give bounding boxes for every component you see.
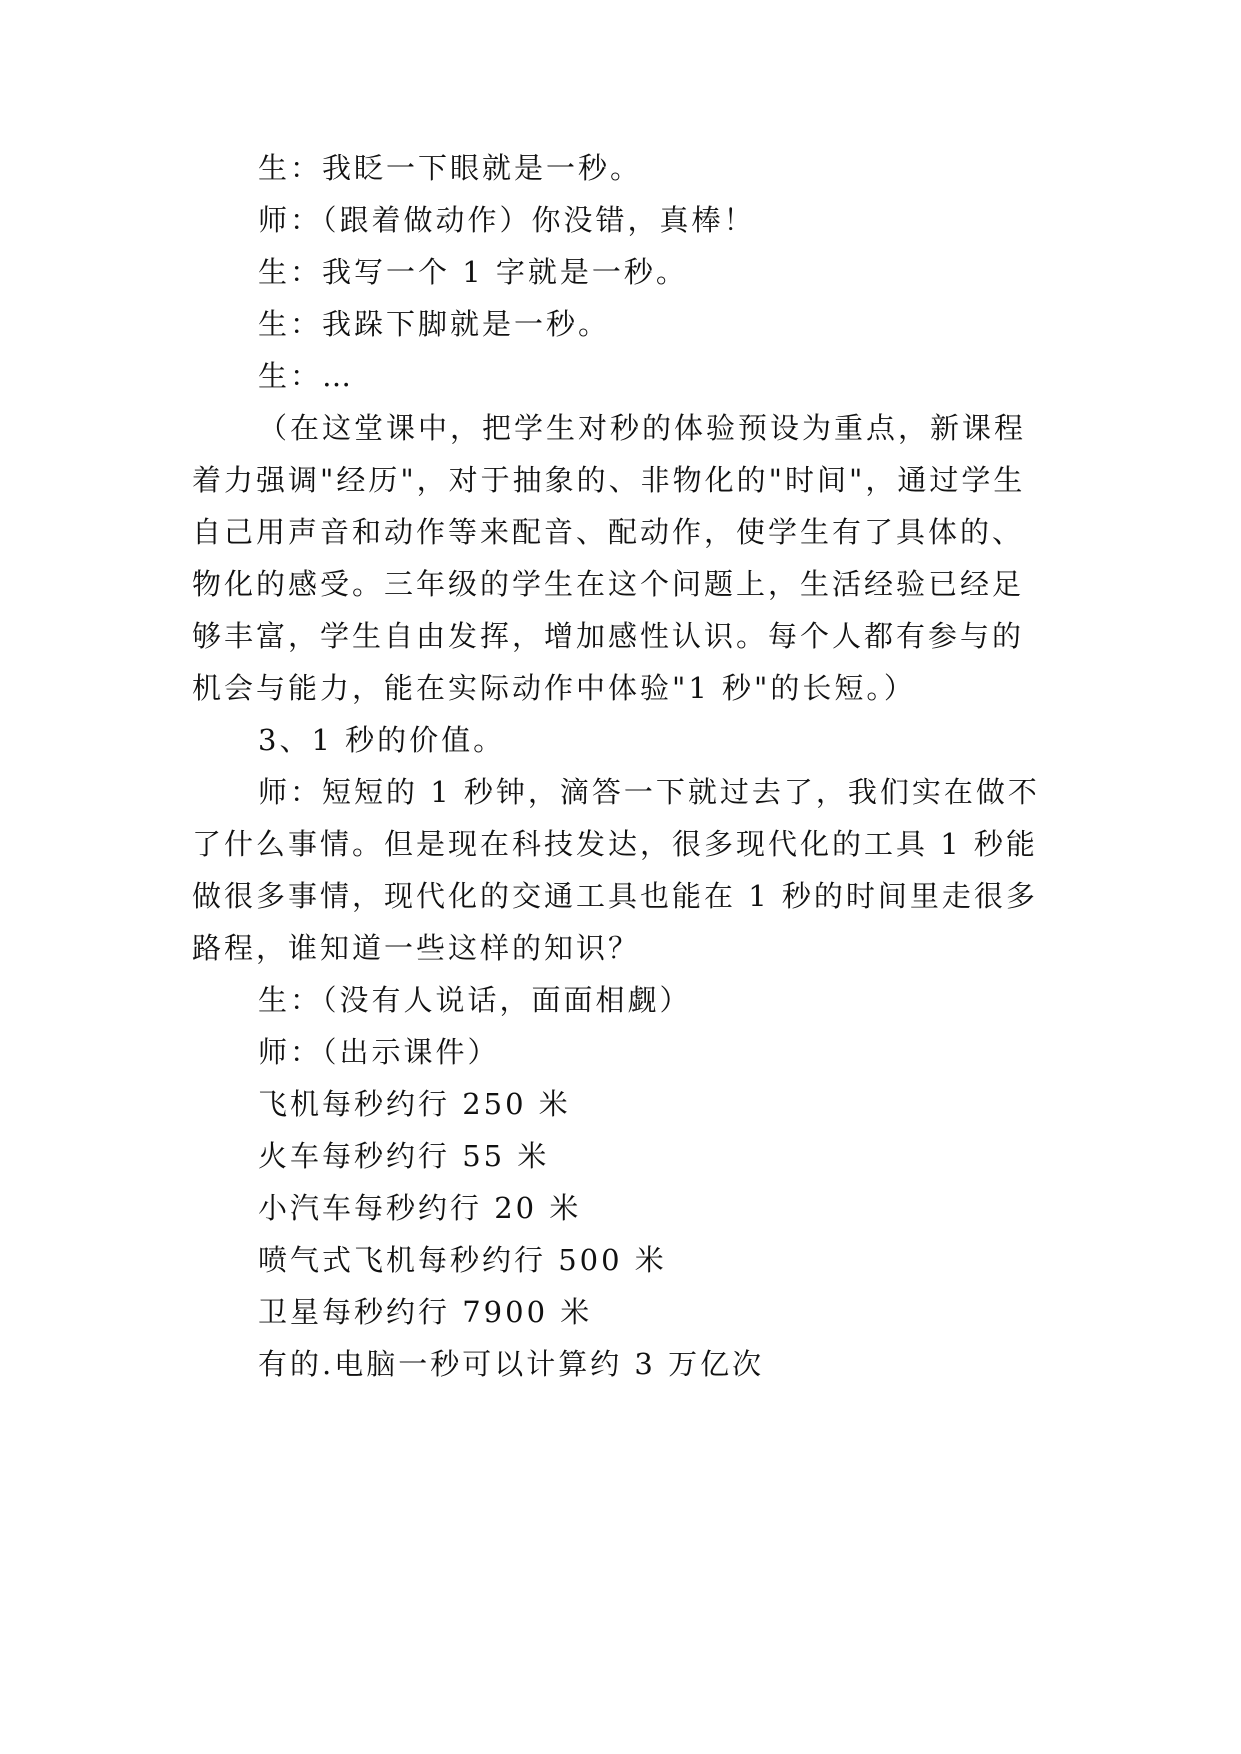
speed-fact-line: 喷气式飞机每秒约行 500 米 (258, 1243, 667, 1277)
commentary-line: （在这堂课中，把学生对秒的体验预设为重点，新课程 (258, 411, 1027, 445)
speed-fact-line: 火车每秒约行 55 米 (258, 1139, 550, 1173)
dialogue-line: 师：（跟着做动作）你没错，真棒！ (258, 203, 756, 237)
dialogue-line: 生：（没有人说话，面面相觑） (258, 983, 692, 1017)
dialogue-line: 师：短短的 1 秒钟，滴答一下就过去了，我们实在做不 (258, 775, 1040, 809)
commentary-line: 够丰富，学生自由发挥，增加感性认识。每个人都有参与的 (192, 619, 1025, 653)
dialogue-line: 路程，谁知道一些这样的知识？ (192, 931, 641, 965)
dialogue-line: 生：… (258, 359, 355, 393)
commentary-line: 着力强调"经历"，对于抽象的、非物化的"时间"，通过学生 (192, 463, 1026, 497)
speed-fact-line: 卫星每秒约行 7900 米 (258, 1295, 593, 1329)
commentary-line: 自己用声音和动作等来配音、配动作，使学生有了具体的、 (192, 515, 1025, 549)
section-heading: 3、1 秒的价值。 (258, 723, 506, 757)
dialogue-line: 生：我眨一下眼就是一秒。 (258, 151, 643, 185)
commentary-line: 机会与能力，能在实际动作中体验"1 秒"的长短。） (192, 671, 916, 705)
commentary-line: 物化的感受。三年级的学生在这个问题上，生活经验已经足 (192, 567, 1025, 601)
dialogue-line: 做很多事情，现代化的交通工具也能在 1 秒的时间里走很多 (192, 879, 1038, 913)
speed-fact-line: 有的.电脑一秒可以计算约 3 万亿次 (258, 1347, 765, 1381)
speed-fact-line: 飞机每秒约行 250 米 (258, 1087, 571, 1121)
dialogue-line: 生：我写一个 1 字就是一秒。 (258, 255, 688, 289)
dialogue-line: 了什么事情。但是现在科技发达，很多现代化的工具 1 秒能 (192, 827, 1038, 861)
dialogue-line: 师：（出示课件） (258, 1035, 500, 1069)
speed-fact-line: 小汽车每秒约行 20 米 (258, 1191, 582, 1225)
dialogue-line: 生：我跺下脚就是一秒。 (258, 307, 611, 341)
